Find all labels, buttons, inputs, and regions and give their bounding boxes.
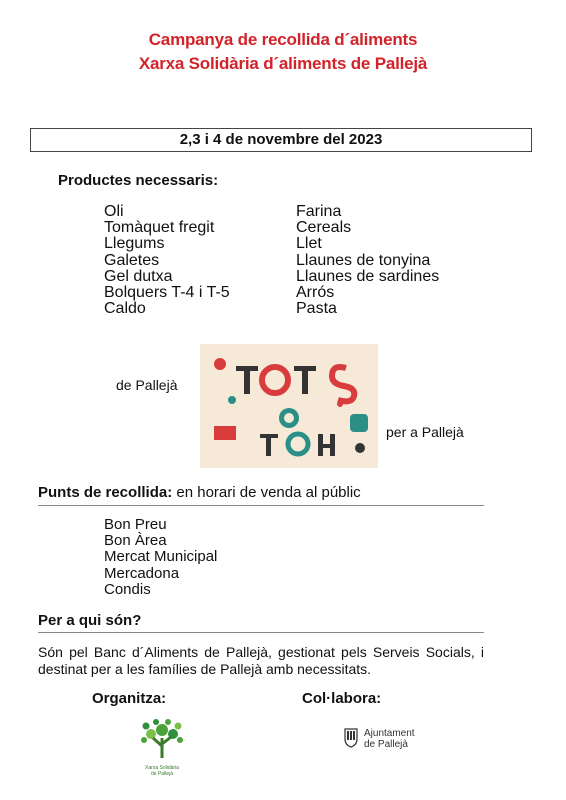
product-item: Llaunes de tonyina — [296, 251, 431, 269]
products-heading: Productes necessaris: — [58, 172, 219, 189]
coat-of-arms-icon — [344, 728, 358, 748]
tree-icon — [136, 718, 188, 760]
products-list-right — [296, 204, 439, 317]
collection-point: Condis — [104, 580, 151, 598]
date-text: 2,3 i 4 de novembre del 2023 — [179, 131, 383, 148]
product-item: Llet — [296, 235, 322, 253]
date-box — [30, 128, 532, 152]
product-item: Caldo — [104, 300, 146, 318]
xarxa-solidaria-logo — [136, 718, 188, 778]
collection-point: Mercadona — [104, 564, 180, 582]
collection-point: Bon Àrea — [104, 532, 167, 550]
divider — [38, 505, 484, 506]
products-list-left — [104, 204, 230, 317]
recipients-text: Són pel Banc d´Aliments de Pallejà, gestionat pels Serveis Socials, i destinat per a les famílies de Pallejà amb necessitats. — [38, 644, 484, 677]
product-item: Bolquers T-4 i T-5 — [104, 284, 230, 302]
product-item: Cereals — [296, 219, 352, 237]
product-item: Arrós — [296, 284, 335, 302]
product-item: Pasta — [296, 300, 337, 318]
organitza-label: Organitza: — [92, 690, 167, 707]
network-title: Xarxa Solidària d´aliments de Pallejà — [138, 54, 428, 73]
campaign-title: Campanya de recollida d´aliments — [148, 30, 418, 49]
collection-heading: Punts de recollida: — [38, 484, 173, 501]
collection-heading-line — [38, 484, 361, 501]
product-item: Llaunes de sardines — [296, 267, 440, 285]
ajuntament-line1: Ajuntament — [364, 728, 415, 739]
banner-left-text: de Pallejà — [116, 377, 178, 393]
product-item: Llegums — [104, 235, 165, 253]
product-item: Oli — [104, 203, 124, 220]
tots-a-tots-illustration — [200, 344, 378, 468]
recipients-heading: Per a qui són? — [38, 612, 142, 629]
collabora-label: Col·labora: — [302, 690, 382, 707]
banner-right-text: per a Pallejà — [386, 424, 464, 440]
collection-heading-note: en horari de venda al públic — [172, 484, 361, 501]
collection-points-list — [104, 517, 217, 598]
divider — [38, 632, 484, 633]
product-item: Tomàquet fregit — [104, 219, 215, 237]
ajuntament-line2: de Pallejà — [364, 739, 408, 750]
collection-point: Bon Preu — [104, 516, 167, 533]
collection-point: Mercat Municipal — [104, 548, 218, 566]
product-item: Galetes — [104, 251, 160, 269]
product-item: Gel dutxa — [104, 267, 173, 285]
xarxa-logo-text: Xarxa Solidària de Pallejà — [145, 765, 179, 777]
product-item: Farina — [296, 203, 342, 220]
